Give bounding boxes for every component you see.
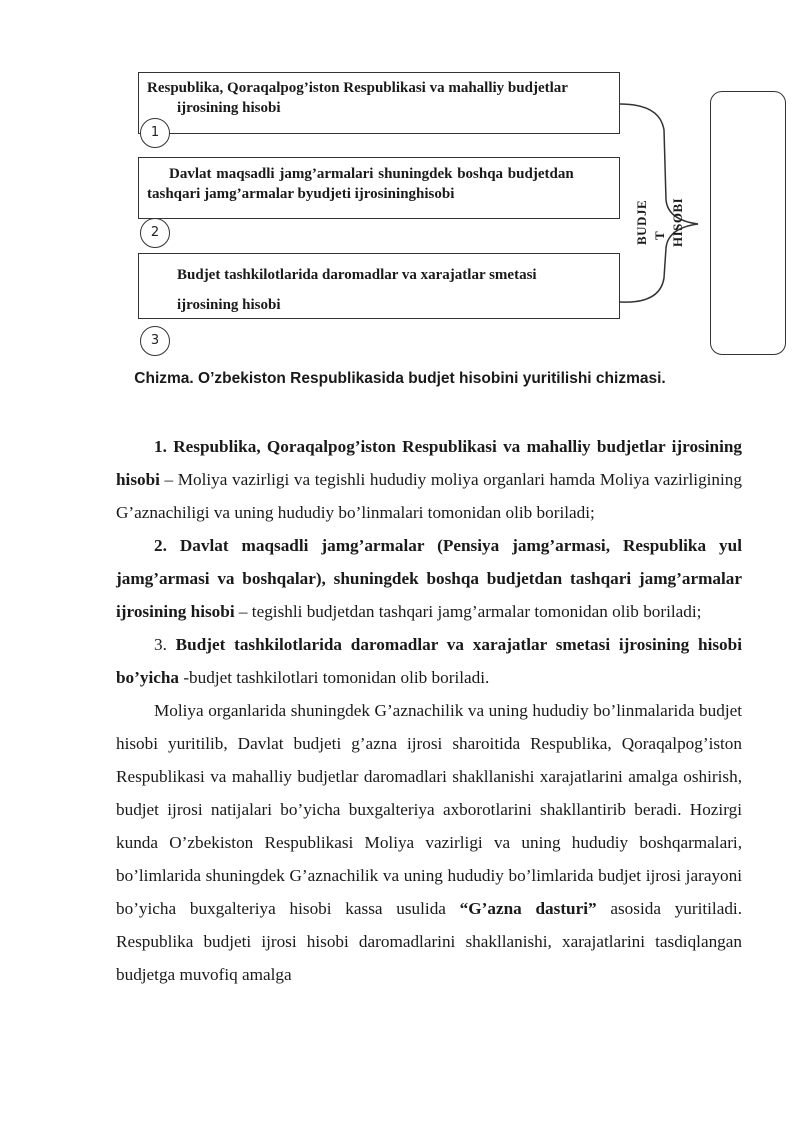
box3-line2: ijrosining hisobi — [177, 297, 281, 313]
paragraph-4 — [116, 694, 742, 991]
box3-line1: Budjet tashkilotlarida daromadlar va xarajatlar smetasi — [177, 267, 537, 283]
paragraph-2-bold: 2. Davlat maqsadli jamg’armalar (Pensiya jamg’armasi, Respublika yul jamg’armasi va boshqalar), shuningdek boshqa budjetdan tashqari jamg’armalar ijrosining hisobi — [116, 536, 742, 621]
box1-line1: Respublika, Qoraqalpog’iston Respublikasi va mahalliy budjetlar — [147, 80, 568, 96]
box2-line2: tashqari jamg’armalar byudjeti ijrosininghisobi — [147, 186, 455, 202]
paragraph-1 — [116, 430, 742, 529]
vertical-label-part3: HISOBI — [670, 197, 685, 247]
budget-accounting-box — [710, 91, 786, 355]
diagram-box-budget-organizations — [138, 253, 620, 319]
box1-number-circle: 1 — [140, 118, 170, 148]
vertical-label-part1: BUDJE — [634, 199, 649, 245]
diagram-box-target-funds — [138, 157, 620, 219]
box2-number-circle: 2 — [140, 218, 170, 248]
vertical-label-part2: T — [652, 230, 667, 240]
paragraph-2-rest: – tegishli budjetdan tashqari jamg’armalar tomonidan olib boriladi; — [234, 602, 702, 621]
box3-number-circle: 3 — [140, 326, 170, 356]
box1-line2: ijrosining hisobi — [177, 100, 281, 116]
paragraph-4-text2: asosida yuritiladi. Respublika budjeti ijrosi hisobi daromadlarini shakllanishi, xarajatlarini tasdiqlangan budjetga muvofiq amalga — [116, 899, 743, 984]
diagram-box-republic-budgets — [138, 72, 620, 134]
box2-line1: Davlat maqsadli jamg’armalari shuningdek boshqa budjetdan — [169, 166, 574, 182]
paragraph-3 — [116, 628, 742, 694]
paragraph-1-rest: – Moliya vazirligi va tegishli hududiy moliya organlari hamda Moliya vazirligining G’aznachiligi va uning hududiy bo’linmalari tomonidan olib boriladi; — [116, 470, 742, 522]
body-text — [116, 430, 742, 991]
paragraph-1-bold: 1. Respublika, Qoraqalpog’iston Respublikasi va mahalliy budjetlar ijrosining hisobi — [116, 437, 742, 489]
paragraph-3-rest: -budjet tashkilotlari tomonidan olib boriladi. — [179, 668, 490, 687]
paragraph-3-bold: Budjet tashkilotlarida daromadlar va xarajatlar smetasi ijrosining hisobi bo’yicha — [116, 635, 742, 687]
paragraph-2 — [116, 529, 742, 628]
paragraph-4-bold: “G’azna dasturi” — [459, 899, 597, 918]
paragraph-3-lead: 3. — [154, 635, 176, 654]
paragraph-4-text1: Moliya organlarida shuningdek G’aznachilik va uning hududiy bo’linmalarida budjet hisobi yuritilib, Davlat budjeti g’azna ijrosi sharoitida Respublika, Qoraqalpog’iston Respublikasi va mahalliy budjetlar daromadlari shakllanishi xarajatlarini amalga oshirish, budjet ijrosi natijalari bo’yicha buxgalteriya axborotlarini shakllantirib beradi. Hozirgi kunda O’zbekiston Respublikasi Moliya vazirligi va uning hududiy boshqarmalari, bo’limlarida shuningdek G’aznachilik va uning hududiy bo’limlarida budjet ijrosi jarayoni bo’yicha buxgalteriya hisobi kassa usulida — [116, 701, 742, 918]
diagram-caption: Chizma. O’zbekiston Respublikasida budjet hisobini yuritilishi chizmasi. — [134, 370, 666, 387]
